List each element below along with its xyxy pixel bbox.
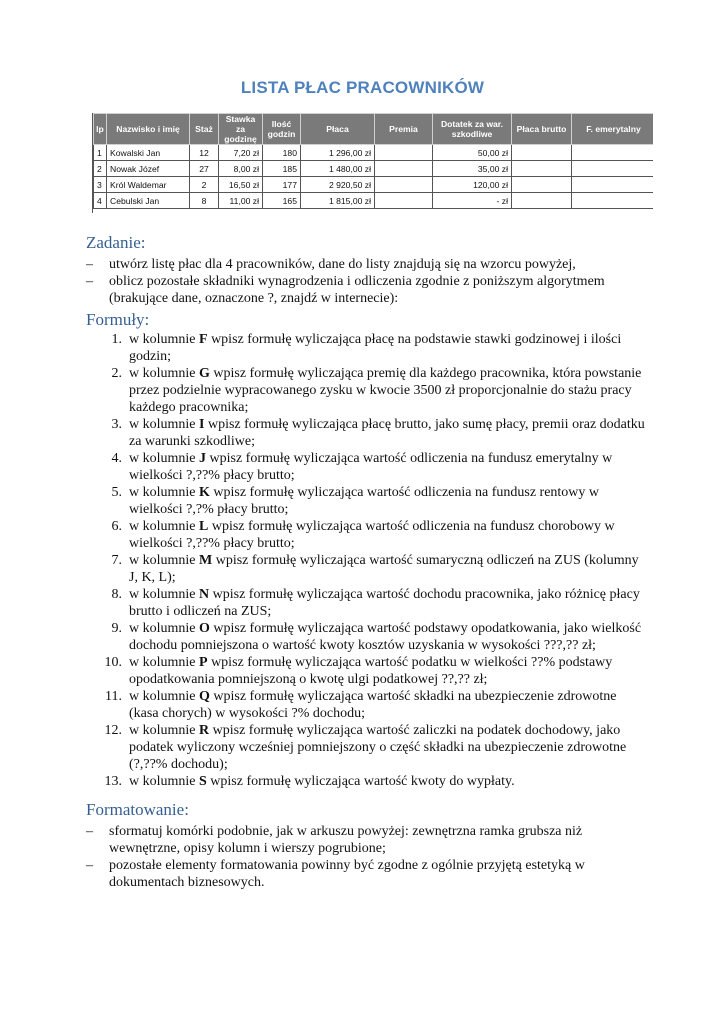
item-pre: w kolumnie — [129, 366, 199, 381]
cell-hours: 180 — [263, 145, 301, 161]
list-item — [86, 654, 646, 688]
table-row — [94, 161, 654, 177]
dash-bullet: – — [86, 824, 93, 839]
item-post: wpisz formułę wyliczająca wartość podatku w wielkości ??% podstawy opodatkowania pomniejszoną o kwotę ulgi podatkowej ??,?? zł; — [129, 655, 613, 687]
cell-allowance: 50,00 zł — [433, 145, 512, 161]
cell-bonus — [375, 193, 433, 209]
item-post: wpisz formułę wyliczająca premię dla każdego pracownika, która powstanie przez podzielnie wypracowanego zysku w kwocie 3500 zł proporcjonalnie do stażu pracy każdego pracownika; — [129, 366, 642, 415]
item-pre: w kolumnie — [129, 655, 199, 670]
item-number: 5. — [111, 485, 122, 500]
formatowanie-list — [86, 823, 646, 891]
cell-gross — [512, 161, 572, 177]
cell-pension — [572, 145, 654, 161]
item-column: N — [199, 587, 210, 602]
header-rate: Stawka za godzinę — [219, 114, 263, 145]
item-column: O — [199, 621, 210, 636]
dash-bullet: – — [86, 257, 93, 272]
list-item-text: sformatuj komórki podobnie, jak w arkuszu powyżej: zewnętrzna ramka grubsza niż wewnętrzne, opisy kolumn i wierszy pogrubione; — [109, 824, 583, 856]
item-number: 1. — [111, 332, 122, 347]
item-column: Q — [199, 689, 210, 704]
formuly-heading: Formuły: — [86, 310, 150, 329]
list-item — [86, 552, 646, 586]
item-number: 13. — [104, 774, 122, 789]
item-post: wpisz formułę wyliczająca płacę na podstawie stawki godzinowej i ilości godzin; — [129, 332, 622, 364]
item-pre: w kolumnie — [129, 485, 199, 500]
cell-bonus — [375, 177, 433, 193]
zadanie-list — [86, 256, 646, 307]
item-number: 4. — [111, 451, 122, 466]
dash-bullet: – — [86, 274, 93, 289]
cell-staz: 8 — [190, 193, 219, 209]
list-item — [86, 273, 646, 307]
item-column: J — [199, 451, 206, 466]
table-row — [94, 145, 654, 161]
item-number: 10. — [104, 655, 122, 670]
cell-allowance: 35,00 zł — [433, 161, 512, 177]
cell-allowance: - zł — [433, 193, 512, 209]
list-item — [86, 518, 646, 552]
header-allowance: Dotatek za war. szkodliwe — [433, 114, 512, 145]
header-gross: Płaca brutto — [512, 114, 572, 145]
cell-gross — [512, 145, 572, 161]
zadanie-heading: Zadanie: — [86, 233, 146, 252]
cell-pay: 2 920,50 zł — [301, 177, 375, 193]
cell-name: Król Waldemar — [107, 177, 190, 193]
list-item — [86, 688, 646, 722]
cell-lp: 3 — [94, 177, 107, 193]
list-item — [86, 450, 646, 484]
cell-bonus — [375, 145, 433, 161]
cell-staz: 2 — [190, 177, 219, 193]
cell-pension — [572, 177, 654, 193]
item-number: 11. — [105, 689, 122, 704]
list-item — [86, 256, 646, 273]
item-post: wpisz formułę wyliczająca wartość sumaryczną odliczeń na ZUS (kolumny J, K, L); — [129, 553, 639, 585]
header-bonus: Premia — [375, 114, 433, 145]
cell-name: Kowalski Jan — [107, 145, 190, 161]
item-post: wpisz formułę wyliczająca wartość kwoty do wypłaty. — [206, 774, 515, 789]
item-column: S — [199, 774, 207, 789]
cell-lp: 1 — [94, 145, 107, 161]
item-number: 7. — [111, 553, 122, 568]
cell-name: Cebulski Jan — [107, 193, 190, 209]
cell-pension — [572, 193, 654, 209]
item-pre: w kolumnie — [129, 332, 199, 347]
header-lp: lp — [94, 114, 107, 145]
cell-staz: 27 — [190, 161, 219, 177]
header-pension: F. emerytalny — [572, 114, 654, 145]
item-number: 2. — [111, 366, 122, 381]
cell-rate: 11,00 zł — [219, 193, 263, 209]
item-column: R — [199, 723, 210, 738]
cell-name: Nowak Józef — [107, 161, 190, 177]
item-pre: w kolumnie — [129, 621, 199, 636]
item-post: wpisz formułę wyliczająca wartość odliczenia na fundusz rentowy w wielkości ?,?% płacy brutto; — [129, 485, 600, 517]
header-staz: Staż — [190, 114, 219, 145]
cell-gross — [512, 193, 572, 209]
list-item — [86, 620, 646, 654]
cell-pension — [572, 161, 654, 177]
item-column: M — [199, 553, 213, 568]
header-name: Nazwisko i imię — [107, 114, 190, 145]
item-number: 6. — [111, 519, 122, 534]
item-post: wpisz formułę wyliczająca wartość dochodu pracownika, jako różnicę płacy brutto i odliczeń na ZUS; — [129, 587, 640, 619]
cell-gross — [512, 177, 572, 193]
item-pre: w kolumnie — [129, 689, 199, 704]
cell-rate: 8,00 zł — [219, 161, 263, 177]
cell-pay: 1 296,00 zł — [301, 145, 375, 161]
list-item — [86, 823, 646, 857]
list-item-text: pozostałe elementy formatowania powinny być zgodne z ogólnie przyjętą estetyką w dokumentach biznesowych. — [109, 858, 585, 890]
cell-staz: 12 — [190, 145, 219, 161]
item-post: wpisz formułę wyliczająca wartość odliczenia na fundusz chorobowy w wielkości ?,??% płacy brutto; — [129, 519, 615, 551]
list-item-text: oblicz pozostałe składniki wynagrodzenia i odliczenia zgodnie z poniższym algorytmem (brakujące dane, oznaczone ?, znajdź w internecie): — [109, 274, 605, 306]
item-column: I — [199, 417, 205, 432]
cell-lp: 4 — [94, 193, 107, 209]
list-item — [86, 365, 646, 416]
cell-pay: 1 480,00 zł — [301, 161, 375, 177]
item-number: 3. — [111, 417, 122, 432]
item-pre: w kolumnie — [129, 723, 199, 738]
payroll-table-image — [92, 113, 653, 213]
cell-lp: 2 — [94, 161, 107, 177]
dash-bullet: – — [86, 858, 93, 873]
item-pre: w kolumnie — [129, 519, 199, 534]
cell-bonus — [375, 161, 433, 177]
item-post: wpisz formułę wyliczająca płacę brutto, jako sumę płacy, premii oraz dodatku za warunki szkodliwe; — [129, 417, 645, 449]
item-column: K — [199, 485, 210, 500]
header-hours: Ilość godzin — [263, 114, 301, 145]
item-number: 8. — [111, 587, 122, 602]
item-column: P — [199, 655, 208, 670]
header-pay: Płaca — [301, 114, 375, 145]
table-header-row — [94, 114, 654, 145]
list-item — [86, 331, 646, 365]
page-title: LISTA PŁAC PRACOWNIKÓW — [240, 78, 485, 97]
item-pre: w kolumnie — [129, 774, 199, 789]
item-post: wpisz formułę wyliczająca wartość składki na ubezpieczenie zdrowotne (kasa chorych) w wysokości ?% dochodu; — [129, 689, 617, 721]
payroll-table — [93, 113, 653, 209]
cell-allowance: 120,00 zł — [433, 177, 512, 193]
cell-pay: 1 815,00 zł — [301, 193, 375, 209]
item-pre: w kolumnie — [129, 417, 199, 432]
cell-rate: 16,50 zł — [219, 177, 263, 193]
item-column: G — [199, 366, 210, 381]
item-pre: w kolumnie — [129, 451, 199, 466]
list-item — [86, 773, 646, 790]
formuly-list — [86, 331, 646, 790]
formatowanie-heading: Formatowanie: — [86, 800, 189, 819]
item-number: 9. — [111, 621, 122, 636]
list-item — [86, 722, 646, 773]
item-post: wpisz formułę wyliczająca wartość odliczenia na fundusz emerytalny w wielkości ?,??% płacy brutto; — [129, 451, 613, 483]
list-item-text: utwórz listę płac dla 4 pracowników, dane do listy znajdują się na wzorcu powyżej, — [109, 257, 576, 272]
item-pre: w kolumnie — [129, 587, 199, 602]
cell-hours: 177 — [263, 177, 301, 193]
table-row — [94, 193, 654, 209]
cell-hours: 165 — [263, 193, 301, 209]
list-item — [86, 484, 646, 518]
cell-rate: 7,20 zł — [219, 145, 263, 161]
item-column: L — [199, 519, 209, 534]
list-item — [86, 416, 646, 450]
item-post: wpisz formułę wyliczająca wartość podstawy opodatkowania, jako wielkość dochodu pomniejszona o wartość kwoty kosztów uzyskania w wysokości ???,?? zł; — [129, 621, 642, 653]
list-item — [86, 586, 646, 620]
item-column: F — [199, 332, 208, 347]
table-row — [94, 177, 654, 193]
cell-hours: 185 — [263, 161, 301, 177]
list-item — [86, 857, 646, 891]
item-number: 12. — [104, 723, 122, 738]
item-post: wpisz formułę wyliczająca wartość zaliczki na podatek dochodowy, jako podatek wyliczony wcześniej pomniejszony o część składki na ubezpieczenie zdrowotne (?,??% dochodu); — [129, 723, 627, 772]
item-pre: w kolumnie — [129, 553, 199, 568]
